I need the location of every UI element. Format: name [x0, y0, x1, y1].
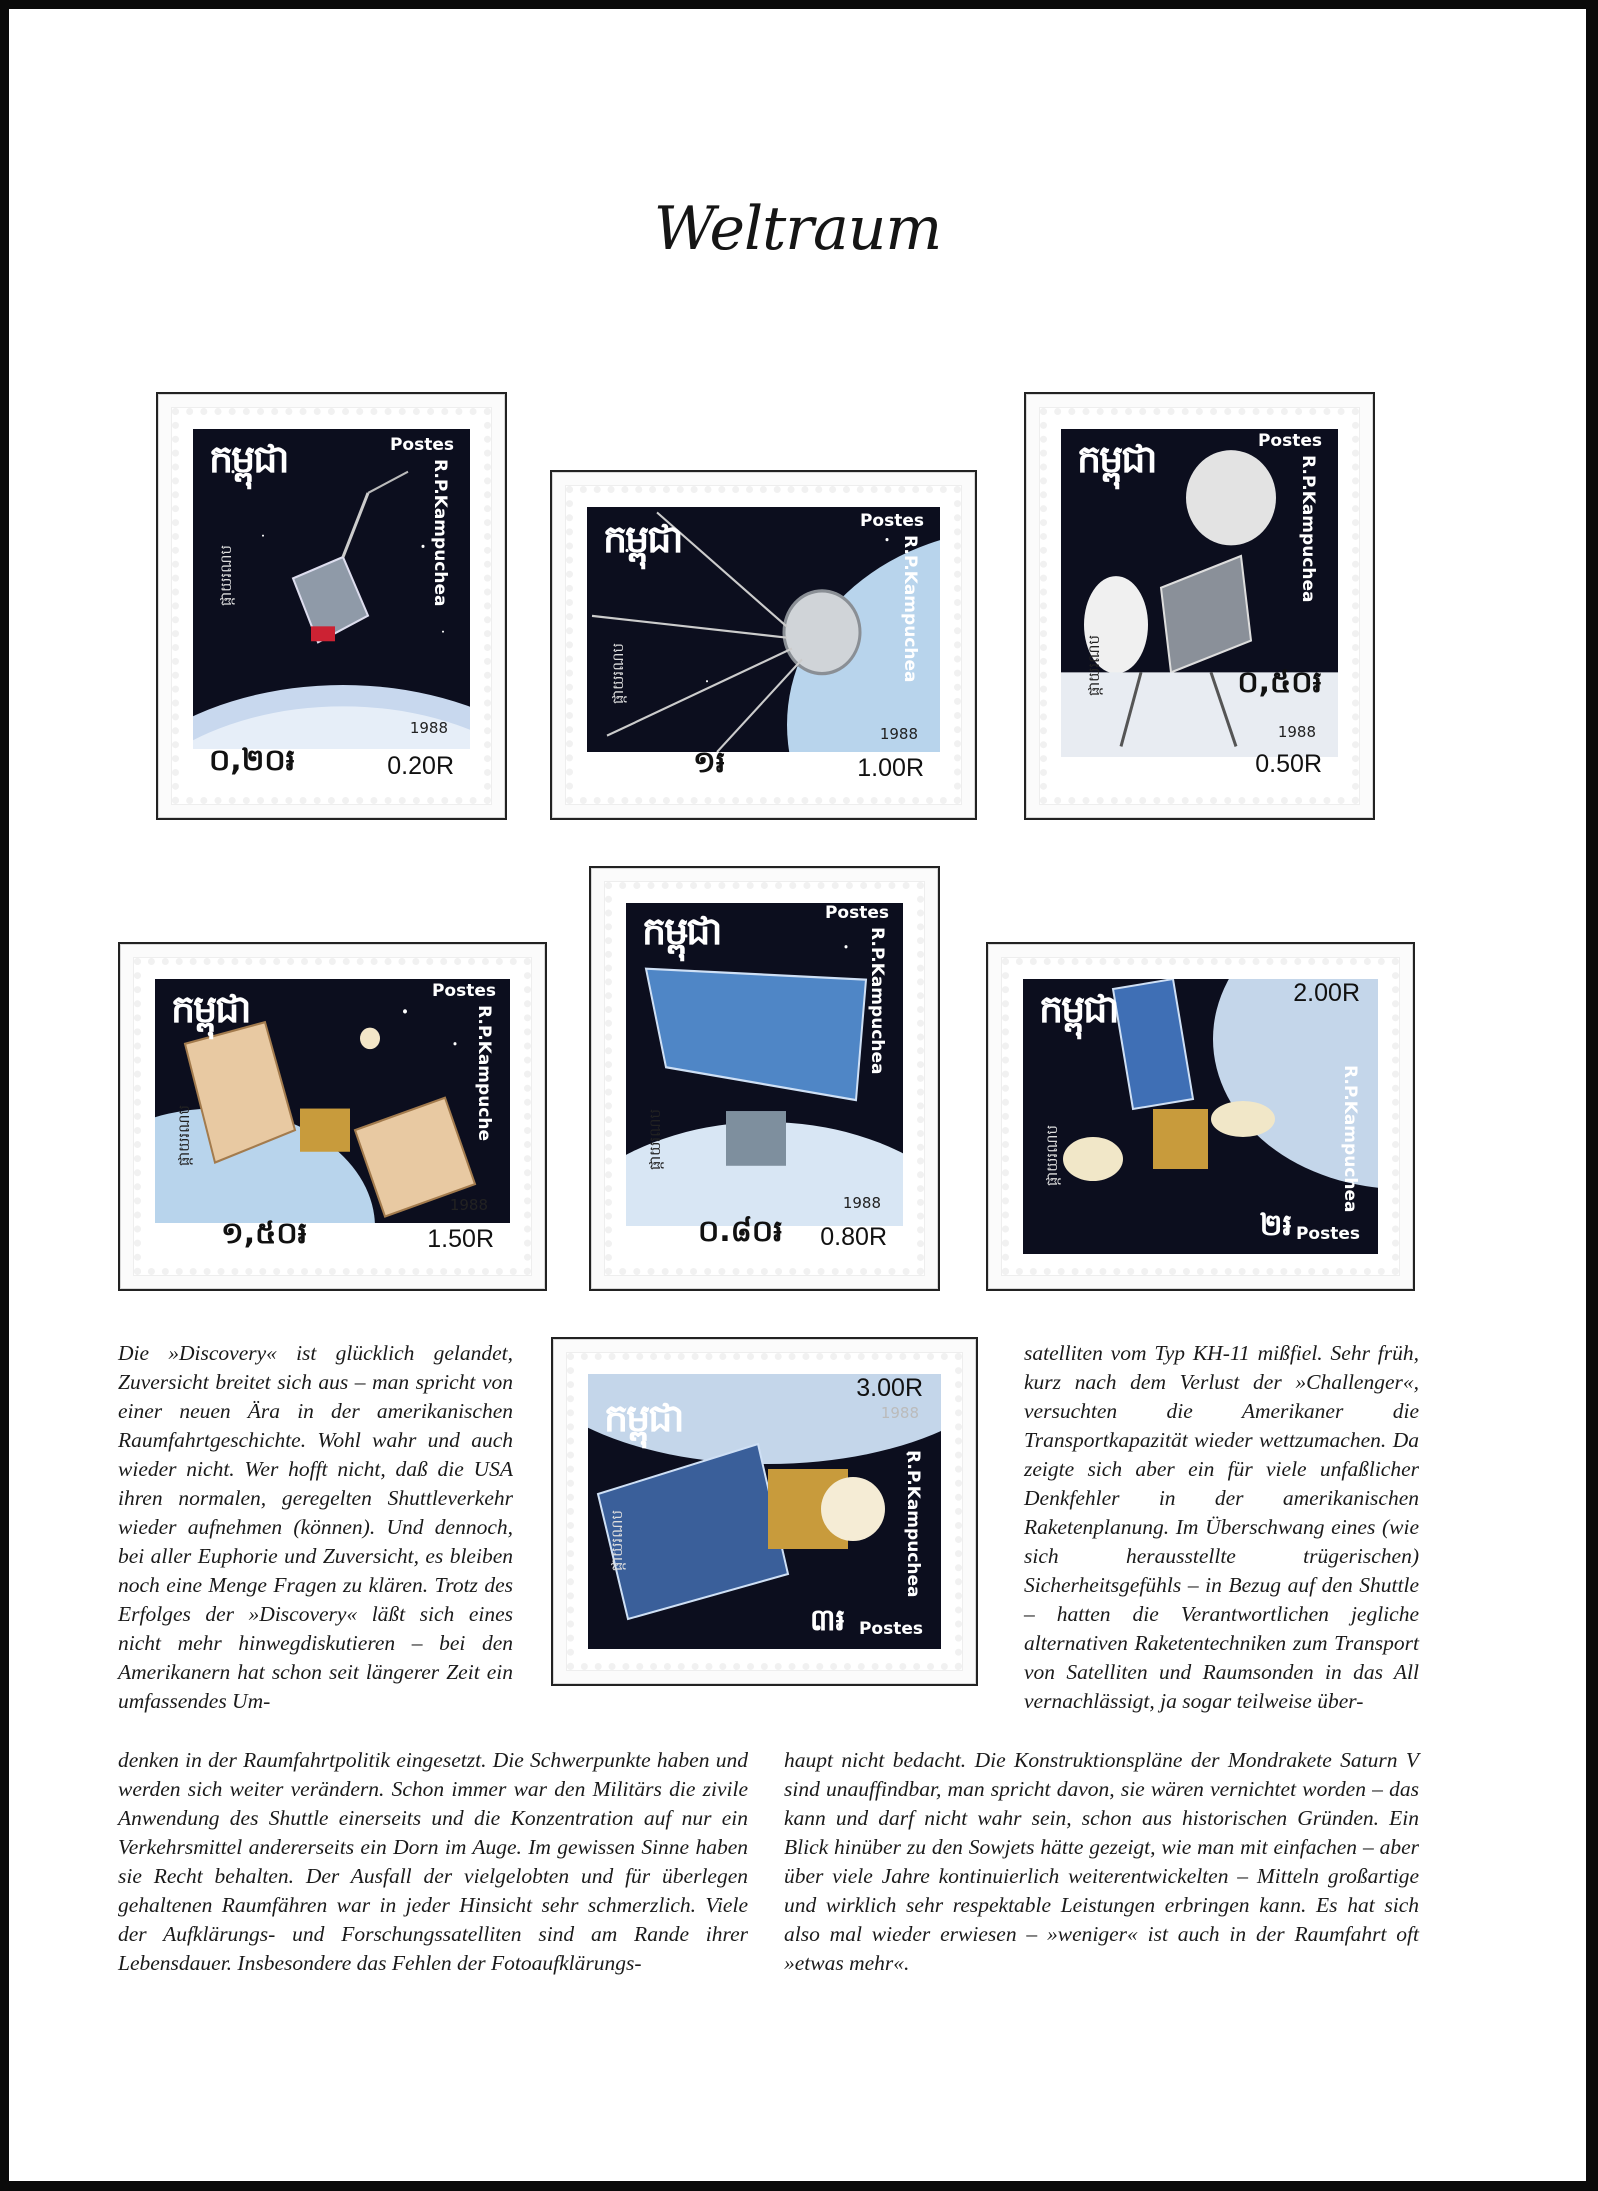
text-left-bottom — [118, 1746, 748, 1978]
stamp-postes-label: Postes — [431, 981, 496, 1001]
stamp-vertical-label: ផ្កាយរណប — [608, 1510, 626, 1572]
stamp-khmer-title: កម្ពុជា — [171, 987, 250, 1031]
stamp-mount — [1024, 392, 1375, 820]
stamp-value: 0.50R — [1255, 750, 1322, 778]
stamp-1-50r — [134, 958, 531, 1275]
album-page — [9, 9, 1586, 2181]
stamp-vertical-label: ផ្កាយរណប — [217, 545, 235, 607]
stamp-country-label: R.P.Kampuchea — [430, 459, 450, 607]
stamp-khmer-value: ២៛ — [1259, 1208, 1292, 1243]
stamp-0-20r — [172, 408, 491, 804]
stamp-postes-label: Postes — [824, 903, 889, 923]
stamp-vertical-label: ផ្កាយរណប — [609, 643, 627, 705]
stamp-khmer-value: ០.៨០៛ — [698, 1214, 783, 1249]
stamp-year: 1988 — [449, 1196, 488, 1214]
stamp-country-label: R.P.Kampuchea — [900, 535, 920, 683]
stamp-country-label: R.P.Kampuchea — [1340, 1065, 1360, 1213]
stamp-mount — [550, 470, 977, 820]
stamp-khmer-title: កម្ពុជា — [1039, 987, 1118, 1031]
stamp-year: 1988 — [842, 1194, 881, 1212]
stamp-country-label: R.P.Kampuchea — [1298, 455, 1318, 603]
stamp-khmer-value: ០,៥០៛ — [1237, 665, 1322, 700]
stamp-year: 1988 — [879, 725, 918, 743]
stamp-postes-label: Postes — [859, 511, 924, 531]
stamp-khmer-title: កម្ពុជា — [604, 1396, 683, 1440]
stamp-value: 2.00R — [1293, 979, 1360, 1007]
paragraph: denken in der Raumfahrtpolitik eingesetzt. Die Schwerpunkte haben und werden sich weiter verändern. Schon immer war den Militärs die zivile Anwendung des Shuttle einerseits und die Konzentration auf nur ein Verkehrsmittel andererseits ein Dorn im Auge. Im gewissen Sinne haben sie Recht behalten. Der Ausfall der vielgelobten und für überlegen gehaltenen Raumfähren war in jeder Hinsicht sehr schmerzlich. Viele der Aufklärungs- und Forschungssatelliten sind am Rande ihrer Lebensdauer. Insbesondere das Fehlen der Fotoaufklärungs- — [118, 1748, 748, 1975]
stamp-khmer-value: ៣៛ — [809, 1603, 845, 1638]
stamp-country-label: R.P.Kampuchea — [867, 927, 887, 1075]
stamp-year: 1988 — [409, 719, 448, 737]
stamp-vertical-label: ផ្កាយរណប — [175, 1105, 193, 1167]
stamp-khmer-value: ១,៥០៛ — [221, 1216, 308, 1251]
stamp-value: 0.80R — [820, 1223, 887, 1251]
stamp-0-80r — [605, 882, 924, 1275]
paragraph: haupt nicht bedacht. Die Konstruktionspläne der Mondrakete Saturn V sind unauffindbar, man spricht davon, sie wären vernichtet worden – das kann und darf nicht wahr sein, schon aus historischen Gründen. Ein Blick hinüber zu den Sowjets hätte gezeigt, wie man mit einfachen – aber über viele Jahre kontinuierlich weiterentwickelten – Mitteln großartige und wirklich sehr respektable Leistungen erbringen kann. Es hat sich also mal wieder erwiesen – »weniger« ist auch in der Raumfahrt oft »etwas mehr«. — [784, 1748, 1419, 1975]
stamp-mount — [118, 942, 547, 1291]
stamp-value: 3.00R — [856, 1374, 923, 1402]
stamp-khmer-value: ០,២០៛ — [209, 743, 296, 778]
text-right-bottom — [784, 1746, 1419, 1978]
stamp-mount — [551, 1337, 978, 1686]
stamp-mount — [986, 942, 1415, 1291]
page-title: Weltraum — [653, 194, 942, 264]
stamp-country-label: R.P.Kampuchea — [903, 1450, 923, 1598]
stamp-value: 1.50R — [427, 1225, 494, 1253]
stamp-1-00r — [566, 486, 961, 804]
stamp-mount — [156, 392, 507, 820]
stamp-khmer-value: ១៛ — [693, 745, 726, 780]
stamp-khmer-title: កម្ពុជា — [642, 909, 721, 953]
stamp-vertical-label: ផ្កាយរណប — [1085, 635, 1103, 697]
stamp-vertical-label: ផ្កាយរណប — [1043, 1125, 1061, 1187]
stamp-year: 1988 — [1277, 723, 1316, 741]
stamp-value: 0.20R — [387, 752, 454, 780]
stamp-khmer-title: កម្ពុជា — [1077, 437, 1156, 481]
stamp-postes-label: Postes — [1295, 1224, 1360, 1244]
stamp-value: 1.00R — [857, 754, 924, 782]
stamp-vertical-label: ផ្កាយរណប — [646, 1109, 664, 1171]
stamp-2-00r — [1002, 958, 1399, 1275]
stamp-country-label: R.P.Kampuche — [474, 1005, 494, 1141]
stamp-mount — [589, 866, 940, 1291]
stamp-postes-label: Postes — [389, 435, 454, 455]
text-right-top — [1024, 1339, 1419, 1716]
paragraph: Die »Discovery« ist glücklich gelandet, Zuversicht breitet sich aus – man spricht von einer neuen Ära in der amerikanischen Raumfahrtgeschichte. Wohl wahr und auch wieder nicht. Wer hofft nicht, daß die USA ihren normalen, geregelten Shuttleverkehr wieder aufnehmen (können). Und dennoch, bei aller Euphorie und Zuversicht, es bleiben noch eine Menge Fragen zu klären. Trotz des Erfolges der »Discovery« läßt sich eines nicht mehr hinwegdiskutieren – bei den Amerikanern hat schon seit längerer Zeit ein umfassendes Um- — [118, 1341, 513, 1713]
stamp-postes-label: Postes — [1257, 431, 1322, 451]
stamp-postes-label: Postes — [858, 1619, 923, 1639]
stamp-0-50r — [1040, 408, 1359, 804]
stamp-khmer-title: កម្ពុជា — [209, 437, 288, 481]
stamp-year: 1988 — [880, 1404, 919, 1422]
stamp-3-00r — [567, 1353, 962, 1670]
paragraph: satelliten vom Typ KH-11 mißfiel. Sehr früh, kurz nach dem Verlust der »Challenger«, versuchten die Amerikaner die Transportkapazität wieder wettzumachen. Da zeigte sich aber ein für viele unfaßlicher Denkfehler in der amerikanischen Raketenplanung. Im Überschwang eines (wie sich herausstellte trügerischen) Sicherheitsgefühls – in Bezug auf den Shuttle – hatten die Verantwortlichen jegliche alternativen Raketentechniken zum Transport von Satelliten und Raumsonden in das All vernachlässigt, ja sogar teilweise über- — [1024, 1341, 1419, 1713]
text-left-top — [118, 1339, 513, 1716]
stamp-khmer-title: កម្ពុជា — [603, 517, 682, 561]
